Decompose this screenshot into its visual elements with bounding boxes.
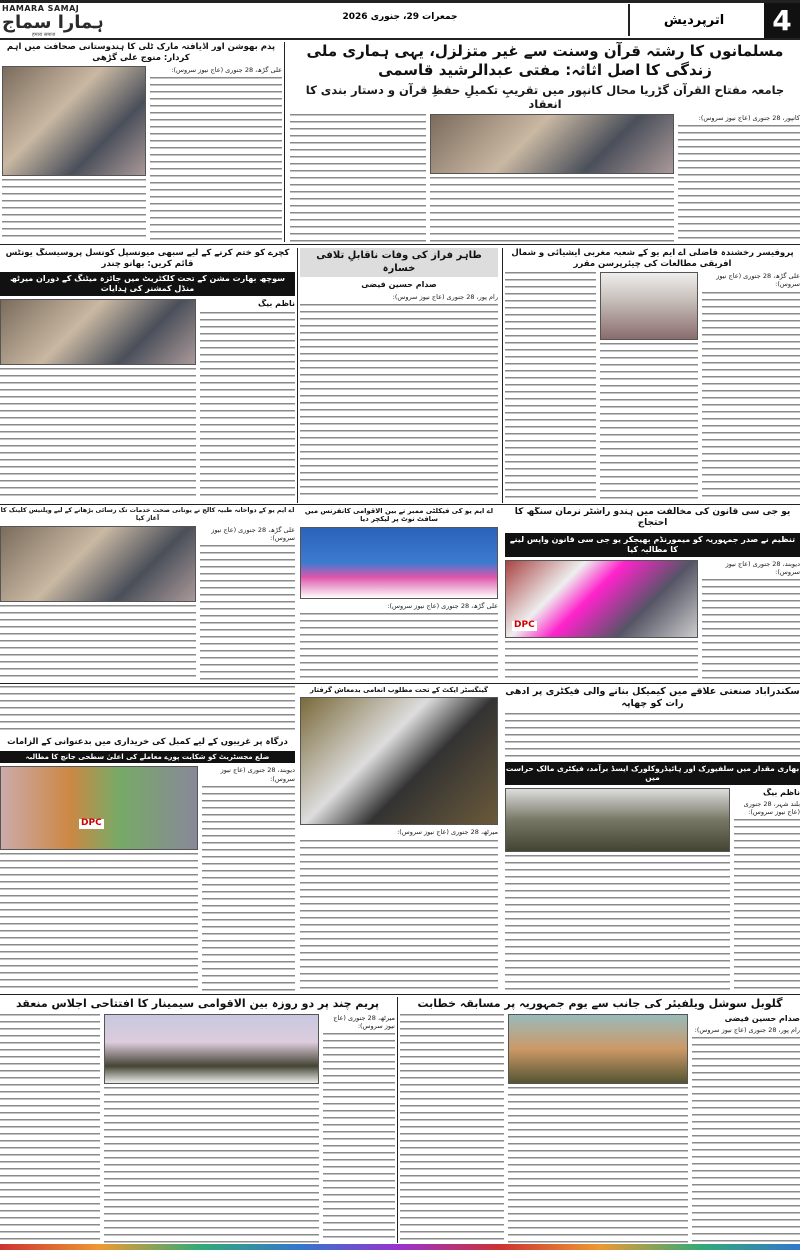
text-column bbox=[200, 526, 295, 680]
body-text bbox=[678, 125, 800, 242]
body-text bbox=[702, 579, 800, 680]
article bbox=[0, 248, 295, 500]
article-body bbox=[400, 1014, 800, 1243]
text-column bbox=[734, 788, 800, 992]
page-number: 4 bbox=[764, 3, 800, 39]
article-photo bbox=[300, 527, 498, 599]
article bbox=[505, 686, 800, 991]
dateline: میرٹھ، 28 جنوری (عاج نیوز سروس): bbox=[333, 1013, 395, 1030]
article-body bbox=[0, 526, 295, 680]
article-photo bbox=[104, 1014, 319, 1084]
body-text bbox=[300, 840, 498, 991]
body-text bbox=[2, 179, 146, 242]
article-photo bbox=[2, 66, 146, 176]
section-title: اترپردیش bbox=[628, 4, 758, 36]
body-text bbox=[692, 1037, 800, 1243]
text-column bbox=[505, 272, 596, 500]
row-rule bbox=[0, 244, 800, 245]
photo-column bbox=[508, 1014, 688, 1243]
article-photo bbox=[0, 299, 196, 365]
main-subheadline: جامعہ مفتاح القرآن گڑریا محال کانپور میں تقریبِ تکمیلِ حفظِ قرآن و دستار بندی کا انعقاد bbox=[305, 82, 785, 111]
dateline: کانپور، 28 جنوری (عاج نیوز سروس): bbox=[698, 114, 800, 123]
article bbox=[505, 507, 800, 680]
dateline: بلند شہر، 28 جنوری (عاج نیوز سروس): bbox=[743, 800, 800, 817]
headline: طاہر فراز کی وفات ناقابلِ تلافی خسارہ bbox=[300, 248, 498, 277]
headline: اے ایم یو کی فیکلٹی ممبر نے بین الاقوامی کانفرنس میں سافٹ نوٹ پر لیکچر دیا bbox=[304, 507, 494, 524]
body-text bbox=[200, 545, 295, 680]
article-photo bbox=[600, 272, 698, 340]
column-rule bbox=[502, 248, 503, 503]
footer-color-strip bbox=[0, 1244, 800, 1250]
article-photo bbox=[505, 560, 698, 638]
masthead-rule bbox=[0, 38, 800, 40]
text-column bbox=[300, 293, 498, 500]
text-column bbox=[702, 272, 800, 500]
article bbox=[0, 42, 282, 242]
photo-column bbox=[2, 66, 146, 242]
column-rule bbox=[284, 42, 285, 242]
photo-column bbox=[505, 788, 730, 992]
photo-column bbox=[505, 560, 698, 681]
text-column bbox=[678, 114, 800, 242]
dateline: علی گڑھ، 28 جنوری (عاج نیوز سروس): bbox=[211, 525, 295, 542]
headline: گینگسٹر ایکٹ کے تحت مطلوب انعامی بدمعاش گرفتار bbox=[310, 686, 488, 694]
subheadline: سوچھ بھارت مشن کے تحت کلکٹریٹ میں جائزہ میٹنگ کے دوران میرٹھ منڈل کمشنر کی ہدایات bbox=[0, 272, 295, 296]
logo-hindi: हमारा समाज bbox=[32, 32, 56, 38]
article-photo bbox=[0, 526, 196, 602]
body-text bbox=[0, 605, 196, 680]
photo-column bbox=[0, 766, 198, 991]
article-photo bbox=[0, 766, 198, 850]
article-body bbox=[0, 1014, 395, 1243]
photo-column bbox=[430, 114, 674, 242]
photo-column bbox=[600, 272, 698, 500]
masthead-logo bbox=[2, 4, 152, 38]
article-body bbox=[505, 788, 800, 992]
article bbox=[0, 686, 295, 991]
subheadline: تنظیم نے صدر جمہوریہ کو میمورنڈم بھیجکر یو جی سی قانون واپس لینے کا مطالبہ کیا bbox=[505, 533, 800, 557]
body-text bbox=[505, 272, 596, 500]
article bbox=[300, 507, 498, 680]
headline: اے ایم یو کے دواخانہ طبیہ کالج نے یونانی صحت خدمات تک رسائی بڑھانے کے لیے ویلنیس کلینک کا آغاز کیا bbox=[0, 507, 295, 522]
column-rule bbox=[397, 997, 398, 1243]
headline: یو جی سی قانون کی مخالفت میں ہندو راشٹر نرمان سنگھ کا احتجاج bbox=[514, 507, 791, 529]
byline: ناظم بیگ bbox=[257, 299, 295, 309]
row-rule bbox=[0, 994, 800, 995]
body-text bbox=[400, 1014, 504, 1243]
dateline: علی گڑھ، 28 جنوری (عاج نیوز سروس): bbox=[387, 601, 498, 610]
text-column bbox=[150, 66, 282, 242]
issue-date: جمعرات 29، جنوری 2026 bbox=[342, 12, 458, 22]
headline: کچرے کو ختم کرنے کے لیے سبھی میونسپل کونسل پروسیسنگ یونٹس قائم کریں: بھانو چندر bbox=[5, 248, 290, 269]
dpc-logo: DPC bbox=[514, 619, 535, 630]
body-text bbox=[323, 1033, 395, 1243]
body-text bbox=[505, 713, 800, 759]
article-body bbox=[505, 560, 800, 681]
text-column bbox=[702, 560, 800, 681]
headline: گلوبل سوشل ویلفیئر کی جانب سے یوم جمہوریہ پر مسابقہ خطابت bbox=[417, 997, 783, 1010]
photo-column bbox=[104, 1014, 319, 1243]
logo-urdu: ہمارا سماج bbox=[2, 12, 104, 33]
article bbox=[300, 686, 498, 991]
text-column bbox=[0, 1014, 100, 1243]
body-text bbox=[702, 292, 800, 501]
headline: پروفیسر رخشندہ فاضلی اے ایم یو کے شعبہ مغربی ایشیائی و شمال افریقی مطالعات کی چیئرپرسن مقرر bbox=[511, 248, 794, 269]
body-text bbox=[734, 819, 800, 991]
text-column bbox=[290, 114, 426, 242]
dateline: رام پور، 28 جنوری (عاج نیوز سروس): bbox=[392, 292, 498, 301]
text-column bbox=[200, 299, 295, 500]
dateline: دیوبند، 28 جنوری (عاج نیوز سروس): bbox=[725, 559, 800, 576]
body-text bbox=[0, 853, 198, 991]
body-text bbox=[0, 686, 295, 734]
article bbox=[300, 248, 498, 500]
main-article bbox=[290, 42, 800, 242]
body-text bbox=[600, 343, 698, 500]
article bbox=[0, 507, 295, 680]
dateline: رام پور، 28 جنوری (عاج نیوز سروس): bbox=[694, 1026, 800, 1035]
article-body bbox=[505, 272, 800, 500]
logo-latin: HAMARA SAMAJ bbox=[2, 4, 80, 13]
row-rule bbox=[0, 683, 800, 684]
dateline: علی گڑھ، 28 جنوری (عاج نیوز سروس): bbox=[716, 272, 800, 289]
headline: سکندرآباد صنعتی علاقے میں کیمیکل بنانے والی فیکٹری پر آدھی رات کو چھاپہ bbox=[505, 686, 800, 709]
article-body bbox=[0, 66, 282, 242]
article-photo bbox=[300, 697, 498, 825]
body-text bbox=[430, 177, 674, 242]
headline: پریم چند پر دو روزہ بین الاقوامی سیمینار کا افتتاحی اجلاس منعقد bbox=[15, 997, 380, 1010]
body-text bbox=[0, 1014, 100, 1243]
body-text bbox=[508, 1087, 688, 1243]
body-text bbox=[0, 368, 196, 500]
article bbox=[0, 997, 395, 1243]
headline: پدم بھوشن اور اڈیافتہ مارک ٹلی کا ہندوستانی صحافت میں اہم کردار: منوج علی گڑھی bbox=[6, 42, 276, 63]
article-body bbox=[290, 114, 800, 242]
body-text bbox=[202, 786, 295, 991]
body-text bbox=[505, 855, 730, 992]
body-text bbox=[290, 114, 426, 242]
main-headline: مسلمانوں کا رشتہ قرآن وسنت سے غیر متزلزل، یہی ہماری ملی زندگی کا اصل اثاثہ: مفتی عبدالرشید قاسمی bbox=[306, 42, 784, 79]
byline: صدام حسین فیضی bbox=[724, 1013, 800, 1023]
body-text bbox=[300, 304, 498, 500]
article-photo bbox=[508, 1014, 688, 1084]
top-rule bbox=[0, 0, 800, 3]
article bbox=[505, 248, 800, 500]
body-text bbox=[300, 613, 498, 680]
article-body bbox=[0, 299, 295, 500]
text-column bbox=[692, 1014, 800, 1243]
article-photo bbox=[505, 788, 730, 852]
photo-column bbox=[0, 526, 196, 680]
headline: درگاہ پر غریبوں کے لیے کمبل کی خریداری میں بدعنوانی کے الزامات bbox=[7, 737, 288, 747]
byline: ناظم بیگ bbox=[762, 787, 800, 797]
dateline: دیوبند، 28 جنوری (عاج نیوز سروس): bbox=[220, 766, 295, 783]
subheadline: بھاری مقدار میں سلفیورک اور ہائیڈروکلورک ایسڈ برآمد، فیکٹری مالک حراست میں bbox=[505, 762, 800, 785]
dateline: علی گڑھ، 28 جنوری (عاج نیوز سروس): bbox=[171, 66, 282, 75]
byline: صدام حسین فیضی bbox=[361, 280, 437, 289]
column-rule bbox=[297, 248, 298, 503]
article bbox=[400, 997, 800, 1243]
dateline: میرٹھ، 28 جنوری (عاج نیوز سروس): bbox=[397, 828, 498, 837]
row-rule bbox=[0, 504, 800, 505]
article-photo bbox=[430, 114, 674, 174]
article-body bbox=[0, 766, 295, 991]
subheadline: ضلع مجسٹریٹ کو شکایت پورے معاملے کی اعلیٰ سطحی جانچ کا مطالبہ bbox=[0, 751, 295, 764]
photo-column bbox=[0, 299, 196, 500]
body-text bbox=[104, 1087, 319, 1243]
body-text bbox=[505, 641, 698, 681]
text-column bbox=[400, 1014, 504, 1243]
article-body bbox=[300, 293, 498, 500]
text-column bbox=[323, 1014, 395, 1243]
text-column bbox=[202, 766, 295, 991]
dpc-logo: DPC bbox=[81, 818, 102, 829]
body-text bbox=[200, 312, 295, 500]
body-text bbox=[150, 77, 282, 242]
